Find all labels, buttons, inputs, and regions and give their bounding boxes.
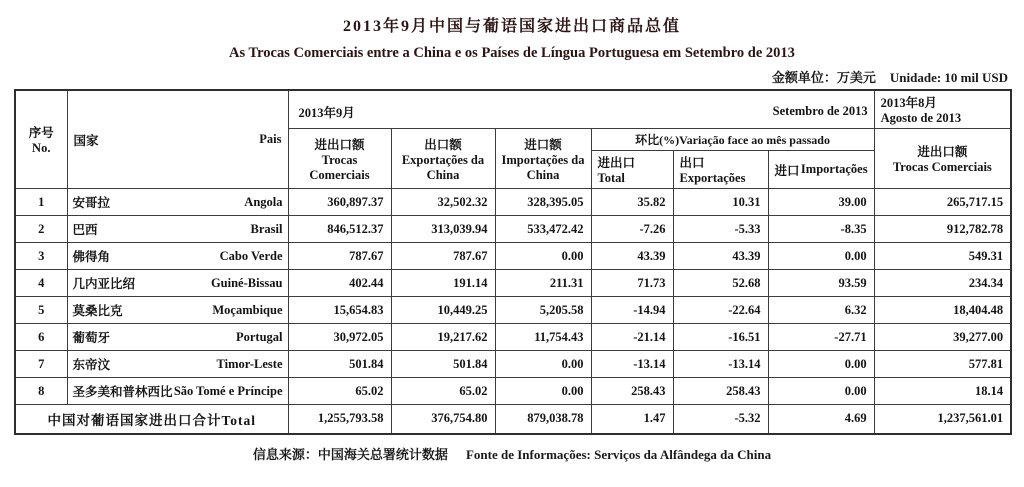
value-var-importacoes: 0.00 [768,243,874,270]
row-no: 7 [15,351,67,378]
total-row [15,405,1011,434]
value-exportacoes: 32,502.32 [391,189,495,216]
header-var-total [591,151,673,189]
table-row [15,243,1011,270]
header-september-group [288,90,874,129]
source-label-zh: 信息来源：中国海关总署统计数据 [252,446,448,462]
value-var-importacoes: 0.00 [768,351,874,378]
value-agosto-trocas: 18,404.48 [874,297,1011,324]
value-var-exportacoes: -5.33 [673,216,768,243]
country-cell [67,324,288,351]
header-variation-pt: Variação face ao mês passado [679,133,830,147]
value-importacoes: 0.00 [495,243,591,270]
header-exportacoes [391,129,495,189]
value-var-importacoes: -27.71 [768,324,874,351]
total-label: 中国对葡语国家进出口合计Total [15,405,288,434]
value-agosto-trocas: 234.34 [874,270,1011,297]
value-var-importacoes: 93.59 [768,270,874,297]
value-importacoes: 0.00 [495,351,591,378]
country-cell [67,378,288,405]
value-var-exportacoes: -22.64 [673,297,768,324]
country-name-zh: 几内亚比绍 [72,277,136,291]
value-var-importacoes: 0.00 [768,378,874,405]
header-august-pt: Agosto de 2013 [880,111,962,125]
table-header [15,90,1011,189]
page-title: 2013年9月中国与葡语国家进出口商品总值 [342,18,681,35]
header-august-trocas-pt: Trocas Comerciais [892,160,992,174]
country-cell [67,243,288,270]
country-name-pt: Angola [244,194,283,209]
value-agosto-trocas: 577.81 [874,351,1011,378]
country-name-zh: 巴西 [72,223,98,237]
country-name-zh: 莫桑比克 [72,304,123,318]
table-row [15,378,1011,405]
header-var-importacoes [768,151,874,189]
header-importacoes-pt: Importações da China [501,152,585,182]
country-name-zh: 圣多美和普林西比 [72,385,173,399]
country-name-pt: São Tomé e Príncipe [173,383,283,398]
header-country-zh: 国家 [73,133,99,148]
value-agosto-trocas: 549.31 [874,243,1011,270]
header-variation-zh: 环比(%) [635,133,680,147]
value-trocas: 402.44 [288,270,391,297]
country-name-pt: Guiné-Bissau [210,275,283,290]
total-var-total: 1.47 [591,405,673,434]
total-var-exportacoes: -5.32 [673,405,768,434]
value-trocas: 15,654.83 [288,297,391,324]
value-var-importacoes: 39.00 [768,189,874,216]
header-august-trocas-zh: 进出口额 [917,145,968,159]
value-var-exportacoes: 43.39 [673,243,768,270]
value-var-importacoes: -8.35 [768,216,874,243]
value-var-total: -14.94 [591,297,673,324]
value-importacoes: 0.00 [495,378,591,405]
value-var-total: 71.73 [591,270,673,297]
header-exportacoes-zh: 出口额 [424,137,462,152]
row-no: 6 [15,324,67,351]
header-var-importacoes-pt: Importações [800,162,868,176]
header-trocas-pt: Trocas Comerciais [309,152,370,182]
header-august-group [874,90,1011,129]
value-importacoes: 211.31 [495,270,591,297]
total-trocas: 1,255,793.58 [288,405,391,434]
country-cell [67,297,288,324]
value-var-exportacoes: 52.68 [673,270,768,297]
row-no: 5 [15,297,67,324]
page-subtitle: As Trocas Comerciais entre a China e os Países de Língua Portuguesa em Setembro de 2013 [229,45,795,61]
country-cell [67,351,288,378]
value-var-total: -7.26 [591,216,673,243]
trade-table-container [14,89,1010,435]
row-no: 8 [15,378,67,405]
value-var-exportacoes: -13.14 [673,351,768,378]
trade-table [14,89,1012,435]
header-var-exportacoes [673,151,768,189]
unit-label-zh: 金额单位：万美元 [771,70,876,85]
header-august-trocas [874,129,1011,189]
country-name-pt: Brasil [250,221,283,236]
country-name-pt: Cabo Verde [219,248,283,263]
value-agosto-trocas: 265,717.15 [874,189,1011,216]
value-trocas: 30,972.05 [288,324,391,351]
header-var-exportacoes-pt: Exportações [679,171,746,185]
country-cell [67,270,288,297]
unit-label-en: Unidade: 10 mil USD [889,70,1008,85]
value-importacoes: 11,754.43 [495,324,591,351]
table-row [15,297,1011,324]
value-var-exportacoes: 258.43 [673,378,768,405]
value-exportacoes: 10,449.25 [391,297,495,324]
total-importacoes: 879,038.78 [495,405,591,434]
header-var-total-pt: Total [597,171,625,185]
value-agosto-trocas: 39,277.00 [874,324,1011,351]
header-trocas-zh: 进出口额 [314,137,365,152]
unit-note [0,67,1008,86]
value-var-exportacoes: -16.51 [673,324,768,351]
table-row [15,351,1011,378]
value-var-total: -21.14 [591,324,673,351]
header-country [67,90,288,189]
value-trocas: 787.67 [288,243,391,270]
table-row [15,270,1011,297]
value-trocas: 360,897.37 [288,189,391,216]
total-var-importacoes: 4.69 [768,405,874,434]
value-exportacoes: 19,217.62 [391,324,495,351]
value-exportacoes: 191.14 [391,270,495,297]
header-exportacoes-pt: Exportações da China [401,152,485,182]
value-var-total: 35.82 [591,189,673,216]
country-name-zh: 佛得角 [72,250,111,264]
value-agosto-trocas: 912,782.78 [874,216,1011,243]
value-exportacoes: 501.84 [391,351,495,378]
country-name-pt: Timor-Leste [216,356,283,371]
header-var-total-zh: 进出口 [597,156,636,170]
table-row [15,216,1011,243]
header-no: 序号No. [15,90,67,189]
value-trocas: 65.02 [288,378,391,405]
value-importacoes: 533,472.42 [495,216,591,243]
table-footer [15,405,1011,434]
header-trocas [288,129,391,189]
value-exportacoes: 65.02 [391,378,495,405]
value-exportacoes: 787.67 [391,243,495,270]
value-trocas: 846,512.37 [288,216,391,243]
country-name-zh: 东帝汶 [72,358,111,372]
country-cell [67,216,288,243]
value-exportacoes: 313,039.94 [391,216,495,243]
header-august-zh: 2013年8月 [880,96,937,110]
value-var-total: -13.14 [591,351,673,378]
value-trocas: 501.84 [288,351,391,378]
country-name-zh: 葡萄牙 [72,331,111,345]
row-no: 4 [15,270,67,297]
header-var-exportacoes-zh: 出口 [679,156,705,170]
country-cell [67,189,288,216]
value-var-total: 43.39 [591,243,673,270]
source-note [0,444,1024,463]
header-country-pt: Pais [259,132,282,146]
source-label-pt: Fonte de Informações: Serviços da Alfândega da China [465,446,772,462]
country-name-zh: 安哥拉 [72,196,111,210]
total-exportacoes: 376,754.80 [391,405,495,434]
row-no: 2 [15,216,67,243]
header-september-zh: 2013年9月 [298,105,355,120]
table-body [15,189,1011,405]
value-var-total: 258.43 [591,378,673,405]
header-september-pt: Setembro de 2013 [772,103,868,118]
country-name-pt: Portugal [235,329,283,344]
table-row [15,189,1011,216]
country-name-pt: Moçambique [212,302,283,317]
header-variation-group [591,129,874,151]
total-agosto-trocas: 1,237,561.01 [874,405,1011,434]
header-importacoes [495,129,591,189]
row-no: 3 [15,243,67,270]
value-importacoes: 5,205.58 [495,297,591,324]
value-importacoes: 328,395.05 [495,189,591,216]
value-var-exportacoes: 10.31 [673,189,768,216]
header-importacoes-zh: 进口额 [524,137,562,152]
header-var-importacoes-zh: 进口 [774,163,800,178]
value-agosto-trocas: 18.14 [874,378,1011,405]
value-var-importacoes: 6.32 [768,297,874,324]
table-row [15,324,1011,351]
row-no: 1 [15,189,67,216]
